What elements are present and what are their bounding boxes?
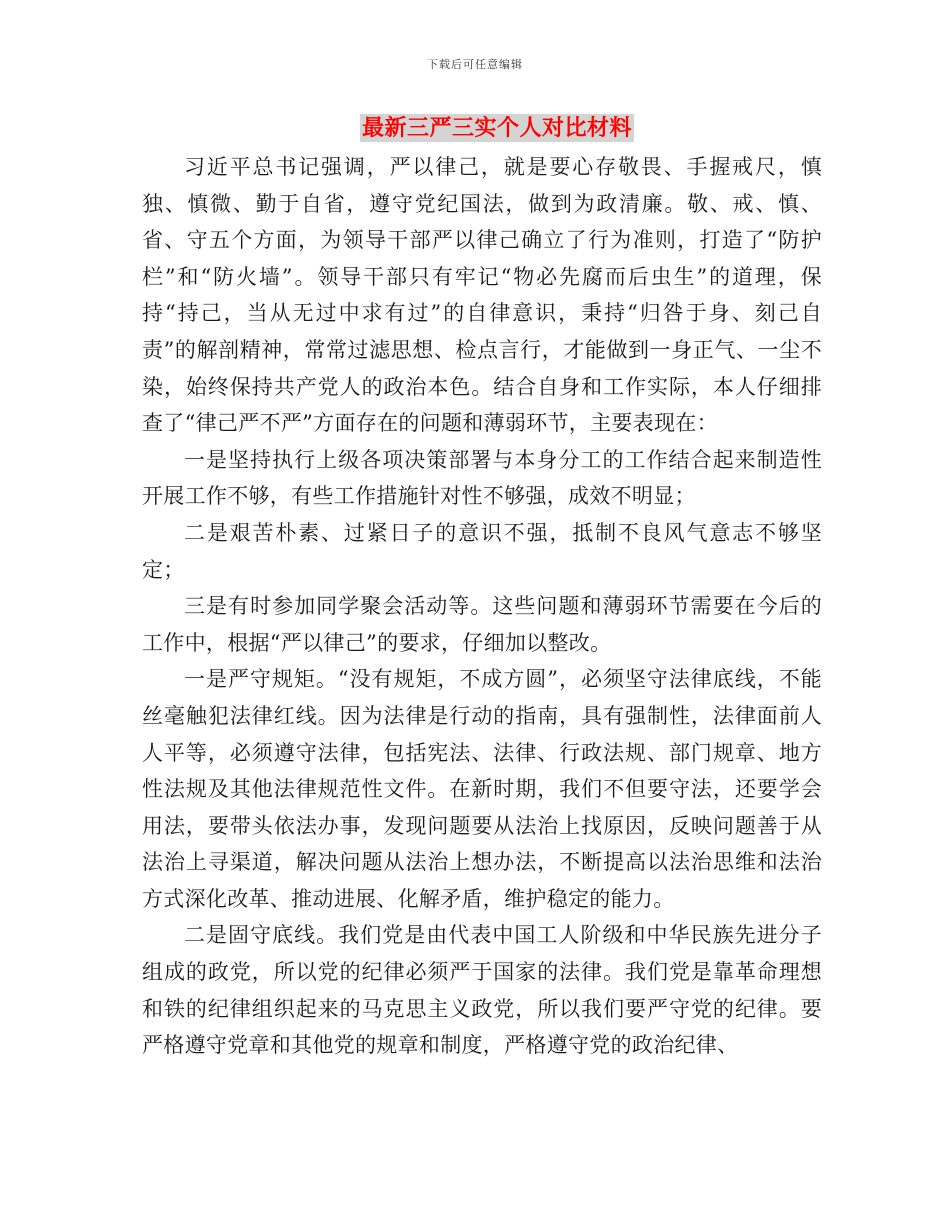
paragraph-intro: 习近平总书记强调，严以律己，就是要心存敬畏、手握戒尺，慎独、慎微、勤于自省，遵守党纪国法，做到为政清廉。敬、戒、慎、省、守五个方面，为领导干部严以律己确立了行为准则，打造了“防护栏”和“防火墙”。领导干部只有牢记“物必先腐而后虫生”的道理，保持“持己，当从无过中求有过”的自律意识，秉持“归咎于身、刻己自责”的解剖精神，常常过滤思想、检点言行，才能做到一身正气、一尘不染，始终保持共产党人的政治本色。结合自身和工作实际，本人仔细排查了“律己严不严”方面存在的问题和薄弱环节，主要表现在： [142,155,822,436]
document-title: 最新三严三实个人对比材料 [361,115,632,141]
paragraph-measure-1: 一是严守规矩。“没有规矩，不成方圆”，必须坚守法律底线，不能丝毫触犯法律红线。因为法律是行动的指南，具有强制性，法律面前人人平等，必须遵守法律，包括宪法、法律、行政法规、部门规章、地方性法规及其他法律规范性文件。在新时期，我们不但要守法，还要学会用法，要带头依法办事，发现问题要从法治上找原因，反映问题善于从法治上寻渠道，解决问题从法治上想办法，不断提高以法治思维和法治方式深化改革、推动进展、化解矛盾，维护稳定的能力。 [142,667,822,911]
title-container [0,114,950,142]
paragraph-problem-3: 三是有时参加同学聚会活动等。这些问题和薄弱环节需要在今后的工作中，根据“严以律己”的要求，仔细加以整改。 [142,594,822,655]
paragraph-measure-2: 二是固守底线。我们党是由代表中国工人阶级和中华民族先进分子组成的政党，所以党的纪律必须严于国家的法律。我们党是靠革命理想和铁的纪律组织起来的马克思主义政党，所以我们要严守党的纪律。要严格遵守党章和其他党的规章和制度，严格遵守党的政治纪律、 [142,923,822,1058]
paragraph-problem-1: 一是坚持执行上级各项决策部署与本身分工的工作结合起来制造性开展工作不够，有些工作措施针对性不够强，成效不明显； [142,447,822,509]
document-body [142,149,822,1064]
paragraph-problem-2: 二是艰苦朴素、过紧日子的意识不强，抵制不良风气意志不够坚定； [142,520,822,582]
page-header-note: 下载后可任意编辑 [427,58,523,71]
